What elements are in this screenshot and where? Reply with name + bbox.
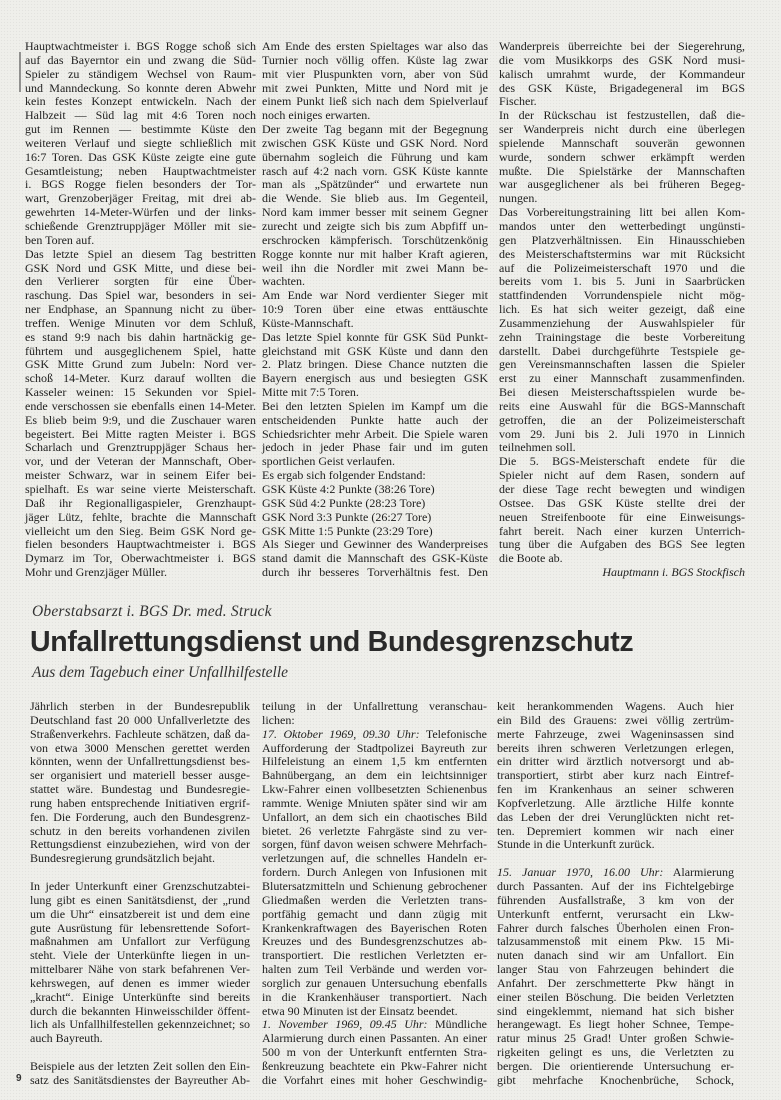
text-line: Dymarz im Tor, Oberwachtmeister i. BGS: [25, 551, 256, 566]
entry-date: 17. Oktober 1969, 09.30 Uhr:: [262, 726, 420, 741]
text-line: spielende Mannschaft souverän gewonnen: [499, 135, 745, 150]
text-line: teilnehmen soll.: [499, 440, 576, 455]
text-line: Turnier noch völlig offen. Küste lag zwar: [262, 52, 488, 67]
paragraph-gap: [30, 1046, 250, 1060]
text-line: stattfindenden Vorrundenspiele nicht mög-: [499, 288, 745, 303]
text-line: GSK Süd 4:2 Punkte (28:23 Tore): [262, 495, 426, 510]
text-line: reits eine Auswahl für die BGS-Mannschaft: [499, 398, 745, 413]
text-line: transportiert. Die restlichen Verletzten er-: [262, 948, 487, 963]
text-line: i. BGS Rogge fielen besonders der Tor-: [25, 177, 256, 192]
text-line: man als „Spätzünder“ und erwartete nun: [262, 177, 488, 192]
text-line: GSK Mitte 1:5 Punkte (23:29 Tore): [262, 523, 433, 538]
text-line: schutz in den bereits vorhandenen zivilen: [30, 823, 250, 838]
text-line: lung gibt es einen Sanitätsdienst, der „rund: [30, 892, 250, 907]
text-line: übernahm sogleich die Führung und kam: [262, 149, 488, 164]
paragraph: [499, 109, 745, 206]
paragraph: [497, 700, 734, 852]
text-line: satz des Sanitätsdienstes der Bayreuther Ab-: [30, 1072, 250, 1087]
text-line: halten zum Teil Verbände und werden vor-: [262, 962, 487, 977]
text-line: lich als Unfallhilfestellen gekennzeichnet; so: [30, 1017, 250, 1032]
text-line: war ausgeglichener als bei früheren Begeg-: [499, 177, 745, 192]
text-line: ende verschossen sie ebenfalls einen 14-Meter.: [25, 398, 256, 413]
text-line: einer steilen Böschung. Die beiden Verletzten: [497, 989, 734, 1004]
text-line: [262, 1018, 487, 1032]
text-line: Ostsee. Das GSK Küste stellte drei der: [499, 495, 745, 510]
paragraph-gap: [30, 866, 250, 880]
text-line: Rogge konnte nur mit halber Kraft agieren,: [262, 246, 488, 261]
text-line: auch Bayreuth.: [30, 1031, 103, 1046]
text-line: die Vorfahrt eines mit hoher Geschwindig-: [262, 1072, 487, 1087]
text-line: maßnahmen am Unfallort zur Verfügung: [30, 934, 250, 949]
paragraph: [499, 40, 745, 109]
text-line: [262, 728, 487, 742]
text-line: Fahrer durch falsches Überholen einen Fron-: [497, 920, 734, 935]
text-line: entscheidenden Punkte hatte auch der: [262, 412, 488, 427]
text-line: Küste-Mannschaft.: [262, 315, 354, 330]
text-line: bereits ihren schweren Verletzungen erlegen,: [497, 740, 734, 755]
paragraph: [262, 497, 488, 511]
text-line: mittelbarer Nähe von stark befahrenen Ver-: [30, 962, 250, 977]
text-line: rammte. Wenige Mniuten später sind wir am: [262, 795, 487, 810]
text-line: könnten, wenn der Unfallrettungsdienst bes-: [30, 754, 250, 769]
text-line: in die Krankenhäuser transportiert. Nach: [262, 989, 487, 1004]
article-column-3: [497, 700, 734, 1088]
text-line: mandos unter den wetterbedingt ungünsti-: [499, 218, 745, 233]
text-line: Bundesregierung grundsätzlich bejaht.: [30, 851, 215, 866]
text-line: die Boote ab.: [499, 551, 563, 566]
text-line: um die Uhr“ einsatzbereit ist und dem eine: [30, 906, 250, 921]
text-line: portfähig gemacht und dann zügig mit: [262, 906, 487, 921]
text-line: das Leben der drei Verunglückten nicht ret-: [497, 809, 734, 824]
paragraph: [262, 525, 488, 539]
text-line: Alarmierung durch einen Passanten. An einer: [262, 1031, 487, 1046]
text-line: Rettungsdienst einzubeziehen, wird von der: [30, 837, 250, 852]
text-line: Bayern energisch aus und besiegten GSK: [262, 371, 488, 386]
paragraph-gap: [497, 852, 734, 866]
text-line: lichen:: [262, 712, 295, 727]
text-line: vor, und der Veteran der Mannschaft, Ober-: [25, 454, 256, 469]
text-line: tung über die Aufgaben des BGS See legten: [499, 537, 745, 552]
text-line: weiteren Verlauf und siegte schließlich mit: [25, 135, 256, 150]
text-line: rasch auf 4:2 nach vorn. GSK Küste kannte: [262, 163, 488, 178]
text-line: lich. Es hat sich weiter gezeigt, daß eine: [499, 302, 745, 317]
text-line: sorglich zur genauen Untersuchung ebenfalls: [262, 975, 487, 990]
text-line: gut im Rennen — bestimmte Küste den: [25, 122, 256, 137]
text-line: ser organisiert und materiell besser ausge-: [30, 768, 250, 783]
text-line: ser Wanderpreis nicht durch eine überlegen: [499, 122, 745, 137]
text-line: raschung. Das Spiel war, besonders in sei-: [25, 288, 256, 303]
paragraph: [30, 1060, 250, 1088]
text-line: vielleicht um den Sieg. Beim GSK Nord ge-: [25, 523, 256, 538]
text-line: GSK Küste 4:2 Punkte (38:26 Tore): [262, 482, 435, 496]
paragraph: [499, 206, 745, 455]
paragraph: [262, 40, 488, 123]
text-line: Das letzte Spiel an diesem Tag bestritten: [25, 246, 256, 261]
text-line: talzusammenstoß mit einem Pkw. 15 Mi-: [497, 934, 734, 949]
text-line: wachten.: [262, 274, 305, 289]
text-line: Halbzeit — Süd lag mit 4:6 Toren noch: [25, 108, 256, 123]
text-line: die Wende. Sie blieb aus. Im Gegenteil,: [262, 191, 488, 206]
text-line: verletzungen auf, die schnelles Handeln er-: [262, 851, 487, 866]
text-line: den Verlierer sorgten für eine Über-: [25, 274, 256, 289]
text-line: kehrswegen, auf denen es immer wieder: [30, 975, 250, 990]
text-line: des Meisterschaftstermins war mit Rücksicht: [499, 246, 745, 261]
text-line: Unterkunft entfernt, verursacht ein Lkw-: [497, 906, 734, 921]
text-line: mit vier Pluspunkten vorn, aber von Süd: [262, 66, 488, 81]
text-line: meister Schwarz, war in seinem Eifer bei-: [25, 468, 256, 483]
text-line: jäger Lütz, fehlte, brachte die Mannschaft: [25, 509, 256, 524]
text-line: GSK Mitte Grund zum Jubeln: Nord ver-: [25, 357, 256, 372]
text-line: gen Platzverhältnissen. Ein Hinausschieben: [499, 232, 745, 247]
text-line: fen. Die Forderung, auch den Bundesgrenz-: [30, 809, 250, 824]
paragraph: [262, 511, 488, 525]
text-line: getroffen, die an der Polizeimeisterschaft: [499, 412, 745, 427]
text-line: GSK Nord und GSK Mitte, und diese bei-: [25, 260, 256, 275]
text-line: durch Passanten. Auf der ins Fichtelgebirge: [497, 878, 734, 893]
text-line: bietet. 26 verletzte Fahrgäste sind zu ver-: [262, 823, 487, 838]
text-line: erschrocken kämpferisch. Torschützenkönig: [262, 232, 488, 247]
text-line: Bei diesen Meisterschaftsspielen wurde be-: [499, 385, 745, 400]
paragraph: [262, 331, 488, 400]
text-line: zwischen GSK Küste und GSK Nord. Nord: [262, 135, 488, 150]
text-line: Die 5. BGS-Meisterschaft endete für die: [499, 454, 745, 469]
entry-date: 15. Januar 1970, 16.00 Uhr:: [497, 865, 664, 880]
text-line: bereits vom 1. bis 5. Juni in Saarbrücken: [499, 274, 745, 289]
text-line: Als Sieger und Gewinner des Wanderpreises: [262, 537, 488, 552]
paragraph: [262, 1018, 487, 1087]
text-line: Das Vorbereitungstraining litt bei allen Kom-: [499, 205, 745, 220]
text-line: treffen. Wenige Minuten vor dem Schluß,: [25, 315, 256, 330]
paragraph: [262, 469, 488, 483]
text-line: auf das Bayerntor ein und zwang die Süd-: [25, 52, 256, 67]
page-number: 9: [16, 1073, 22, 1084]
text-line: 500 m von der Unterkunft entfernten Stra-: [262, 1045, 487, 1060]
text-line: noch einiges erwarten.: [262, 108, 371, 123]
text-line: zehn Trainingstage die beste Vorbereitung: [499, 329, 745, 344]
text-line: transportiert, stirbt aber kurz nach Eintref-: [497, 768, 734, 783]
text-line: Kasseler weinen: 15 Sekunden vor Spiel-: [25, 385, 256, 400]
text-line: 10:9 Toren über eine etwas enttäuschte: [262, 302, 488, 317]
text-line: Straßenverkehrs. Fachleute schätzen, daß da-: [30, 726, 250, 741]
text-line: teilung in der Unfallrettung veranschau-: [262, 699, 487, 713]
entry-text: Mündliche: [435, 1017, 487, 1032]
text-line: Gliedmaßen werden die Verletzten trans-: [262, 892, 487, 907]
scan-mark: [19, 52, 21, 92]
text-line: ratur minus 25 Grad! Unter großen Schwie-: [497, 1031, 734, 1046]
text-line: auf die Polizeimeisterschaft 1970 und die: [499, 260, 745, 275]
blank-line: [30, 866, 250, 880]
top-column-2: [262, 40, 488, 580]
text-line: ßenkreuzung beachtete ein Pkw-Fahrer nicht: [262, 1058, 487, 1073]
text-line: Deutschland fast 20 000 Unfallverletzte des: [30, 712, 250, 727]
paragraph: [30, 880, 250, 1046]
blank-line: [497, 852, 734, 866]
text-line: erst zu einer Mannschaft zusammenfinden.: [499, 371, 745, 386]
text-line: Fischer.: [499, 94, 537, 109]
text-line: Am Ende des ersten Spieltages war also das: [262, 39, 488, 53]
text-line: gleichstand mit GSK Küste und dann den: [262, 343, 488, 358]
text-line: Aufforderung der Stadtpolizei Bayreuth zur: [262, 740, 487, 755]
text-line: gen Vereinsmannschaften lassen die Spieler: [499, 357, 745, 372]
top-column-3: [499, 40, 745, 580]
text-line: darstellt. Dabei durchgeführte Testspiele ge-: [499, 343, 745, 358]
paragraph: [262, 538, 488, 580]
paragraph: [497, 866, 734, 1088]
text-line: Bahnübergang, an dem ein leichtsinniger: [262, 768, 487, 783]
text-line: wurde, sondern schwer erkämpft werden: [499, 149, 745, 164]
text-line: führenden Ausfallstraße, 3 km von der: [497, 892, 734, 907]
paragraph: [25, 40, 256, 248]
text-line: durch die bekannten Hinweisschilder öffent-: [30, 1003, 250, 1018]
text-line: die vom Musikkorps des GSK Nord musi-: [499, 52, 745, 67]
text-line: 16:7 Toren. Das GSK Küste zeigte eine gute: [25, 149, 256, 164]
text-line: rung haben entsprechende Initiativen ergrif-: [30, 795, 250, 810]
text-line: sorgen, fünf davon weisen schwere Mehrfach-: [262, 837, 487, 852]
text-line: Hauptwachtmeister i. BGS Rogge schoß sich: [25, 39, 256, 53]
paragraph: [262, 700, 487, 728]
text-line: nungen.: [499, 191, 538, 206]
text-line: Es blieb beim 9:9, und die Zuschauer waren: [25, 412, 256, 427]
text-line: mit zwei Punkten, Mitte und Nord mit je: [262, 80, 488, 95]
text-line: herangewagt. Es liegt hoher Schnee, Tempe-: [497, 1017, 734, 1032]
text-line: stattet wäre. Bundestag und Bundesregie-: [30, 782, 250, 797]
paragraph: [25, 248, 256, 580]
text-line: sportlichen Geist verlaufen.: [262, 454, 395, 469]
text-line: Krankenkraftwagen des Bayerischen Roten: [262, 920, 487, 935]
text-line: ben Toren auf.: [25, 232, 95, 247]
text-line: kein festes Konzept entwickeln. Nach der: [25, 94, 256, 109]
text-line: Der zweite Tag begann mit der Begegnung: [262, 122, 488, 137]
text-line: Mohr und Grenzjäger Müller.: [25, 565, 167, 580]
paragraph: [262, 728, 487, 1019]
text-line: Unfallort, an dem sich ein chaotisches Bild: [262, 809, 487, 824]
paragraph: [262, 400, 488, 469]
text-line: 2. Platz bringen. Diese Chance nutzten die: [262, 357, 488, 372]
text-line: Schiedsrichter mehr Arbeit. Die Spiele waren: [262, 426, 488, 441]
text-line: vom 29. Juni bis 2. Juli 1970 in Linnich: [499, 426, 745, 441]
entry-text: Telefonische: [425, 726, 487, 741]
entry-date: 1. November 1969, 09.45 Uhr:: [262, 1017, 428, 1032]
article-byline: Oberstabsarzt i. BGS Dr. med. Struck: [32, 603, 272, 620]
text-line: Spieler zu ständigem Wechsel von Raum-: [25, 66, 256, 81]
text-line: Kopfverletzung. Alle ärztliche Hilfe konnte: [497, 795, 734, 810]
text-line: Lkw-Fahrer einen vollbesetzten Schienenbus: [262, 782, 487, 797]
text-line: jedoch in jeder Phase fair und im guten: [262, 440, 488, 455]
text-line: wart, Grenzoberjäger Freitag, mit drei ab-: [25, 191, 256, 206]
text-line: Wanderpreis überreichte bei der Siegerehrung,: [499, 39, 745, 53]
article-column-1: [30, 700, 250, 1088]
text-line: gewehrten 14-Meter-Würfen und der links-: [25, 205, 256, 220]
article-column-2: [262, 700, 487, 1088]
text-line: keit herankommenden Wagens. Auch hier: [497, 699, 734, 713]
text-line: Spieler nicht auf dem Rasen, sondern auf: [499, 468, 745, 483]
text-line: schoß 14-Meter. Kurz darauf wollten die: [25, 371, 256, 386]
text-line: Stunde in die Unterkunft zurück.: [497, 837, 655, 852]
top-column-1: [25, 40, 256, 580]
text-line: spielhaft. Es war seine vierte Meisterschaft.: [25, 482, 256, 496]
text-line: Am Ende war Nord verdienter Sieger mit: [262, 288, 488, 303]
text-line: Nord kam immer besser mit seinem Gegner: [262, 205, 488, 220]
text-line: ein dritter wird ärztlich notversorgt und ab-: [497, 754, 734, 769]
text-line: Es ergab sich folgender Endstand:: [262, 468, 426, 483]
text-line: schießende Grenztruppjäger Möller mit sie-: [25, 218, 256, 233]
paragraph: [262, 289, 488, 331]
paragraph: [262, 123, 488, 289]
text-line: gibt mehrfache Knochenbrüche, Schock,: [497, 1072, 734, 1087]
text-line: führtem und ausgeglichenem Spiel, hatte: [25, 343, 256, 358]
text-line: der diese Tage recht bewegten und windigen: [499, 482, 745, 496]
text-line: Scharlach und Grenztruppjäger Schaus her-: [25, 440, 256, 455]
text-line: fordern. Durch Anlegen von Infusionen mit: [262, 865, 487, 880]
article-subtitle: Aus dem Tagebuch einer Unfallhilfestelle: [32, 664, 288, 681]
text-line: bergen. Die orientierende Untersuchung er-: [497, 1058, 734, 1073]
text-line: rigkeiten gelingt es uns, die Verletzten zu: [497, 1045, 734, 1060]
text-line: Das letzte Spiel konnte für GSK Süd Punkt-: [262, 329, 488, 344]
text-line: In der Rückschau ist festzustellen, daß die-: [499, 108, 745, 123]
text-line: Hilfeleistung an einem 1,5 km entfernten: [262, 754, 487, 769]
paragraph: [262, 483, 488, 497]
text-line: weil ihn die Nordler mit zwei Mann be-: [262, 260, 488, 275]
text-line: von etwa 3000 Menschen gerettet werden: [30, 740, 250, 755]
text-line: steht. Viele der Unterkünfte liegen in un-: [30, 948, 250, 963]
article-headline: Unfallrettungsdienst und Bundesgrenzschutz: [30, 626, 634, 658]
text-line: fielen besonders Hauptwachtmeister i. BGS: [25, 537, 256, 552]
text-line: Mitte mit 7:5 Toren.: [262, 385, 359, 400]
text-line: merte Fahrzeuge, zwei Wageninsassen sind: [497, 726, 734, 741]
text-line: stand damit die Mannschaft des GSK-Küste: [262, 551, 488, 566]
text-line: Blutersatzmitteln und Schienung gebrochener: [262, 878, 487, 893]
text-line: Daß ihr Regionalligaspieler, Grenzhaupt-: [25, 495, 256, 510]
text-line: des GSK Küste, Brigadegeneral im BGS: [499, 80, 745, 95]
text-line: langer Stau von Fahrzeugen behindert die: [497, 962, 734, 977]
text-line: ein Bild des Grauens: zwei völlig zertrüm-: [497, 712, 734, 727]
text-line: mußte. Die Spielstärke der Mannschaften: [499, 163, 745, 178]
paragraph: [30, 700, 250, 866]
author-signature: Hauptmann i. BGS Stockfisch: [602, 565, 745, 580]
text-line: Kreuzes und des Bundesgrenzschutzes ab-: [262, 934, 487, 949]
text-line: neuen Streifenboote für eine Einweisungs-: [499, 509, 745, 524]
text-line: einem Punkt ließ sich nach dem Spielverlauf: [262, 94, 488, 109]
text-line: ner Endphase, an Spannung nicht zu über-: [25, 302, 256, 317]
entry-text: Alarmierung: [672, 865, 734, 880]
blank-line: [30, 1046, 250, 1060]
text-line: sind eingeklemmt, niemand hat sich bisher: [497, 1003, 734, 1018]
text-line: gute Ausrüstung für lebensrettende Sofort-: [30, 920, 250, 935]
text-line: [497, 866, 734, 880]
text-line: Zusammenziehung der Auswahlspieler für: [499, 315, 745, 330]
text-line: „kracht“. Einige Unterkünfte sind bereits: [30, 989, 250, 1004]
text-line: Anfahrt. Der zerschmetterte Pkw hängt in: [497, 975, 734, 990]
text-line: etwa 90 Minuten ist der Einsatz beendet.: [262, 1003, 458, 1018]
text-line: Jährlich sterben in der Bundesrepublik: [30, 699, 250, 713]
text-line: Beispiele aus der letzten Zeit sollen den Ein-: [30, 1058, 250, 1073]
text-line: Gesamtleistung; neben Hauptwachtmeister: [25, 163, 256, 178]
text-line: Bei den letzten Spielen im Kampf um die: [262, 398, 488, 413]
text-line: und Manndeckung. So konnte deren Abwehr: [25, 80, 256, 95]
text-line: ten. Depremiert kommen wir nach einer: [497, 823, 734, 838]
text-line: es stand 9:9 nach bis dahin hartnäckig ge-: [25, 329, 256, 344]
text-line: durch ihr besseres Torverhältnis fest. Den: [262, 565, 488, 580]
text-line: fahrt bereit. Nach einer kurzen Unterrich-: [499, 523, 745, 538]
text-line: fen im Krankenhaus an seiner schweren: [497, 782, 734, 797]
text-line: zurecht und zeigte sich bis zum Abpfiff un-: [262, 218, 488, 233]
text-line: In jeder Unterkunft einer Grenzschutzabtei-: [30, 878, 250, 893]
text-line: nuten danach sind wir am Unfallort. Ein: [497, 948, 734, 963]
text-line: GSK Nord 3:3 Punkte (26:27 Tore): [262, 509, 432, 524]
text-line: begeistert. Bei Mitte ragten Meister i. BGS: [25, 426, 256, 441]
paragraph: [499, 455, 745, 566]
text-line: kalisch umrahmt wurde, der Kommandeur: [499, 66, 745, 81]
